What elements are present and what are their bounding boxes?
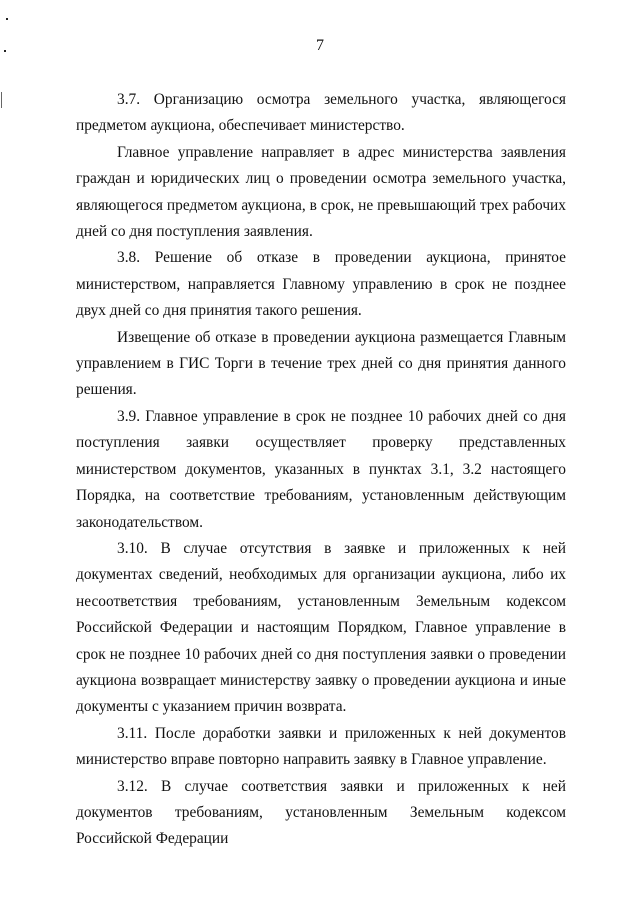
document-body (76, 87, 566, 853)
paragraph: Извещение об отказе в проведении аукциона размещается Главным управлением в ГИС Торги в течение трех дней со дня принятия данного решения. (76, 328, 566, 399)
paragraph: 3.10. В случае отсутствия в заявке и приложенных к ней документах сведений, необходимых для организации аукциона, либо их несоответствия требованиям, установленным Земельным кодексом Российской Федерации и настоящим Порядком, Главное управление в срок не позднее 10 рабочих дней со дня поступления заявки о проведении аукциона возвращает министерству заявку о проведении аукциона и иные документы с указанием причин возврата. (76, 539, 566, 716)
paragraph: 3.11. После доработки заявки и приложенных к ней документов министерство вправе повторно направить заявку в Главное управление. (76, 724, 566, 769)
paragraph: 3.8. Решение об отказе в проведении аукциона, принятое министерством, направляется Главному управлению в срок не позднее двух дней со дня принятия такого решения. (76, 249, 566, 320)
paragraph: 3.12. В случае соответствия заявки и приложенных к ней документов требованиям, установленным Земельным кодексом Российской Федерации (76, 777, 566, 848)
paragraph: 3.7. Организацию осмотра земельного участка, являющегося предметом аукциона, обеспечивает министерство. (76, 91, 566, 135)
scan-mark (6, 18, 8, 20)
page-number: 7 (316, 37, 324, 54)
scan-mark (1, 92, 2, 108)
paragraph: 3.9. Главное управление в срок не позднее 10 рабочих дней со дня поступления заявки осуществляет проверку представленных министерством документов, указанных в пунктах 3.1, 3.2 настоящего Порядка, на соответствие требованиям, установленным действующим законодательством. (76, 407, 566, 531)
paragraph: Главное управление направляет в адрес министерства заявления граждан и юридических лиц о проведении осмотра земельного участка, являющегося предметом аукциона, в срок, не превышающий трех рабочих дней со дня поступления заявления. (76, 143, 566, 241)
